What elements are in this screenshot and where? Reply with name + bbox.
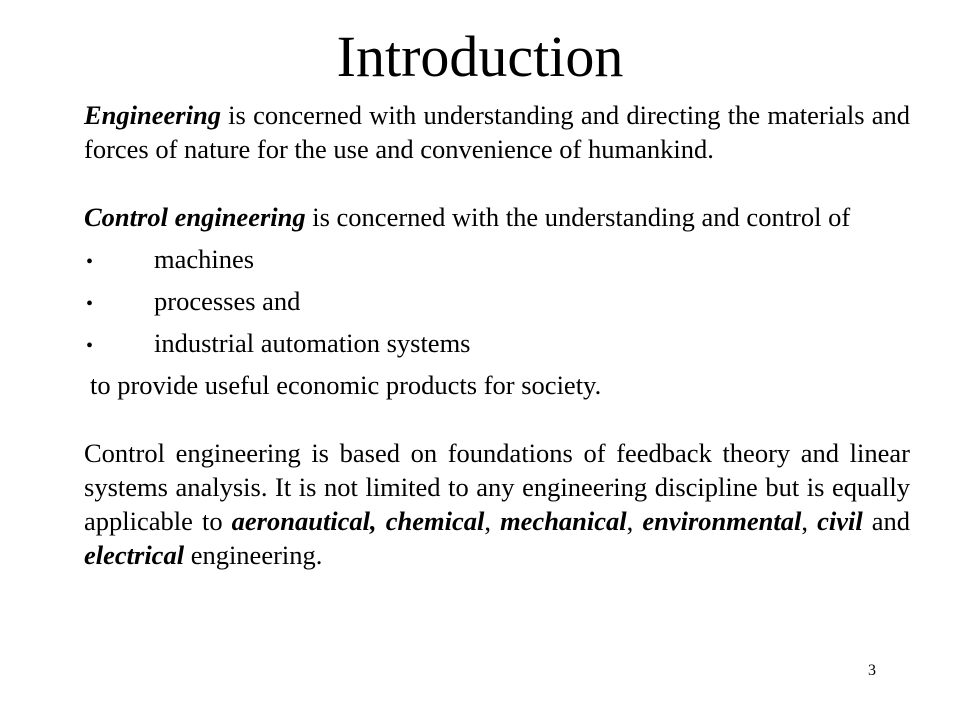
field-aeronautical-chemical: aeronautical, chemical	[231, 506, 485, 536]
separator: and	[862, 506, 911, 536]
list-item-text: processes and	[154, 286, 301, 316]
separator: ,	[484, 506, 501, 536]
foundations-ending: engineering.	[184, 540, 323, 570]
field-mechanical: mechanical	[500, 506, 627, 536]
control-engineering-definition-text: is concerned with the understanding and control of	[305, 202, 851, 232]
bullet-icon: •	[86, 335, 94, 357]
page-number: 3	[868, 662, 876, 679]
foundations-paragraph	[84, 436, 910, 572]
bullet-icon: •	[86, 293, 94, 315]
paragraph-spacer	[84, 402, 910, 436]
purpose-statement: to provide useful economic products for society.	[90, 370, 602, 400]
separator: ,	[626, 506, 643, 536]
foundations-text: Control engineering is based on foundations of feedback theory and linear systems analysis. It is not limited to any engineering discipline but is equally applicable to	[84, 438, 910, 536]
list-item	[84, 242, 910, 276]
slide-title: Introduction	[336, 24, 624, 89]
engineering-definition	[84, 98, 910, 166]
bullet-icon: •	[86, 251, 94, 273]
term-control-engineering: Control engineering	[84, 202, 306, 232]
bullet-list	[84, 242, 910, 360]
control-engineering-definition	[84, 200, 910, 234]
separator: ,	[801, 506, 818, 536]
field-electrical: electrical	[84, 540, 185, 570]
list-item	[84, 326, 910, 360]
paragraph-spacer	[84, 166, 910, 200]
list-item-text: machines	[154, 244, 255, 274]
slide-body	[84, 98, 910, 572]
engineering-definition-text: is concerned with understanding and directing the materials and forces of nature for the use and convenience of humankind.	[84, 100, 910, 164]
field-civil: civil	[817, 506, 863, 536]
term-engineering: Engineering	[84, 100, 221, 130]
list-item	[84, 284, 910, 318]
field-environmental: environmental	[642, 506, 802, 536]
list-item-text: industrial automation systems	[154, 328, 471, 358]
